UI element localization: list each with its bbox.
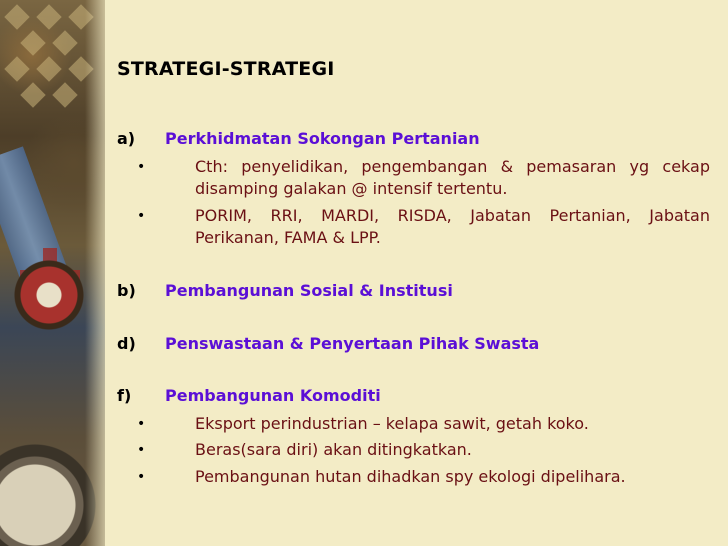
- section-b-letter: b): [117, 281, 136, 300]
- section-f-item-3: Pembangunan hutan dihadkan spy ekologi dipelihara.: [195, 467, 626, 486]
- section-f-item-1: Eksport perindustrian – kelapa sawit, getah koko.: [195, 414, 589, 433]
- bullet-icon: •: [137, 159, 146, 175]
- slide-title: STRATEGI-STRATEGI: [117, 58, 335, 80]
- bullet-icon: •: [137, 416, 146, 432]
- section-d-letter: d): [117, 334, 136, 353]
- bullet-icon: •: [137, 208, 146, 224]
- section-a-heading: Perkhidmatan Sokongan Pertanian: [165, 129, 480, 148]
- bullet-icon: •: [137, 442, 146, 458]
- section-f-letter: f): [117, 386, 132, 405]
- bullet-icon: •: [137, 469, 146, 485]
- section-f-item-2: Beras(sara diri) akan ditingkatkan.: [195, 440, 472, 459]
- section-a-letter: a): [117, 129, 136, 148]
- section-b-heading: Pembangunan Sosial & Institusi: [165, 281, 453, 300]
- section-a-item-2: PORIM, RRI, MARDI, RISDA, Jabatan Pertanian, Jabatan Perikanan, FAMA & LPP.: [195, 206, 710, 247]
- section-a-item-1: Cth: penyelidikan, pengembangan & pemasaran yg cekap disamping galakan @ intensif tertentu.: [195, 157, 710, 198]
- section-d-heading: Penswastaan & Penyertaan Pihak Swasta: [165, 334, 540, 353]
- section-f-heading: Pembangunan Komoditi: [165, 386, 381, 405]
